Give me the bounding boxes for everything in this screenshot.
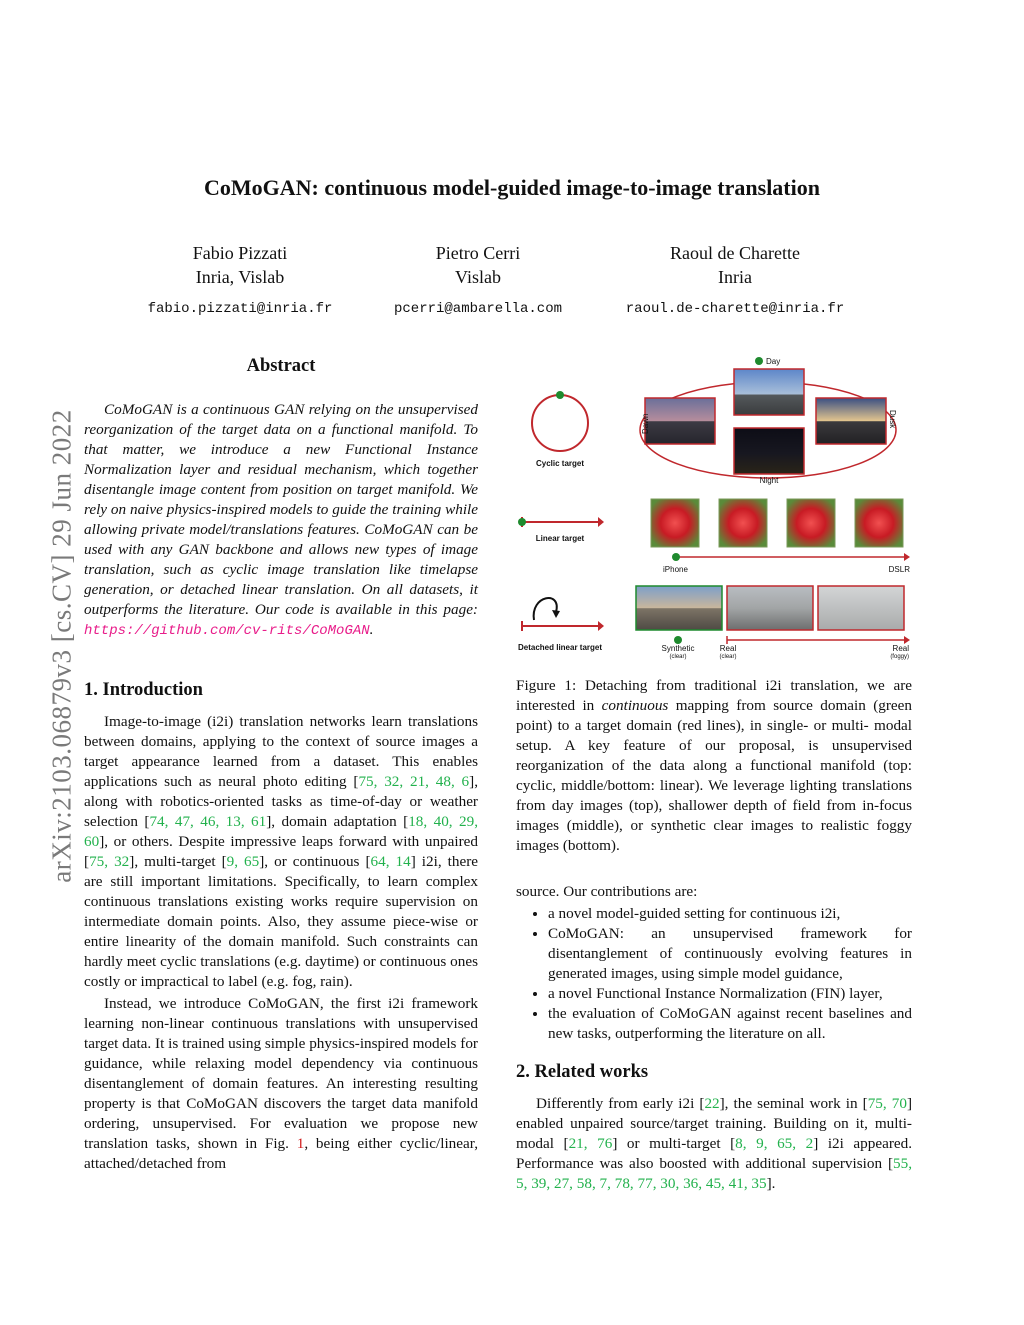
day-image [734, 369, 804, 415]
list-item: • the evaluation of CoMoGAN against recent baselines and new tasks, outperforming the literature on all. [548, 1004, 912, 1044]
author-3 [600, 241, 870, 321]
clear-foggy-arrowhead [904, 636, 910, 644]
real-foggy-sublabel: (foggy) [890, 654, 909, 660]
source-point-icon [755, 357, 763, 365]
author-name: Fabio Pizzati [192, 243, 288, 263]
detached-arc [534, 598, 557, 620]
section-heading-introduction: 1. Introduction [84, 680, 203, 700]
synthetic-label: Synthetic [661, 644, 695, 653]
real-clear-sublabel: (clear) [719, 654, 737, 660]
source-point-icon [518, 518, 526, 526]
night-image [734, 428, 804, 474]
author-affiliation: Inria [718, 267, 752, 287]
citation[interactable]: 75, 32 [89, 853, 130, 870]
author-name: Pietro Cerri [435, 243, 521, 263]
dusk-label: Dusk [888, 410, 897, 429]
citation[interactable]: 18, 40, 29, 60 [84, 813, 478, 850]
tulip-image-3 [787, 499, 835, 547]
intro-paragraph-1: Image-to-image (i2i) translation networks learn translations between domains, applying to the context of source images a target appearance learned from a dataset. This enables applications such as neural photo editing [75, 32, 21, 48, 6], along with robotics-oriented tasks as time-of-day or weather selection [74, 47, 46, 13, 61], domain adaptation [18, 40, 29, 60], or others. Despite impressive leaps forward with unpaired [75, 32], multi-target [9, 65], or continuous [64, 14] i2i, there are still important limitations. Specifically, to learn complex continuous translations existing works require supervision on intermediate domain points. Also, they assume piece-wise or entire linearity of the domain manifold. Such constraints can hardly meet cyclic translations (e.g. daytime) or continuous ones costly or impractical to label (e.g. fog, rain). [84, 713, 479, 990]
dawn-label: Dawn [641, 413, 650, 434]
intro-paragraph-2: Instead, we introduce CoMoGAN, the first i2i framework learning non-linear continuous translations with unsupervised target data. It is trained using simple physics-inspired models for guidance, while relaxing model dependency via continuous disentanglement of domain features. An interesting resulting property is that CoMoGAN discovers the target data manifold ordering, unsupervised. For evaluation we propose new translation tasks, shown in Fig. 1, being either cyclic/linear, attached/detached from [84, 995, 478, 1172]
day-label: Day [766, 357, 781, 366]
synthetic-clear-image [636, 586, 722, 630]
source-point-icon [672, 553, 680, 561]
cyclic-target-label: Cyclic target [535, 459, 585, 468]
list-item: • a novel model-guided setting for continuous i2i, [548, 904, 912, 924]
citation[interactable]: 75, 70 [867, 1095, 907, 1112]
tulip-image-1 [651, 499, 699, 547]
figure-1-caption: Figure 1: Detaching from traditional i2i translation, we are interested in continuous mapping from source domain (green point) to a target domain (red lines), in single- or multi- modal setup. A key feature of our proposal, is unsupervised reorganization of the data along a functional manifold (top: cyclic, middle/bottom: linear). We leverage lighting translations from day images (top), shallower depth of field from in-focus images (middle), or synthetic clear images to realistic foggy images (bottom). [516, 677, 912, 854]
citation[interactable]: 75, 32, 21, 48, 6 [358, 773, 470, 790]
detached-arrowhead [552, 610, 560, 618]
contributions-list [516, 904, 912, 1044]
author-affiliation: Inria, Vislab [195, 267, 285, 287]
citation[interactable]: 8, 9, 65, 2 [735, 1135, 814, 1152]
citation[interactable]: 21, 76 [568, 1135, 613, 1152]
iphone-dslr-arrowhead [904, 553, 910, 561]
figure-1 [512, 350, 912, 670]
author-2 [378, 241, 578, 321]
arxiv-identifier: arXiv:2103.06879v3 [cs.CV] 29 Jun 2022 [46, 409, 77, 883]
introduction-section [84, 680, 478, 1174]
night-label: Night [759, 476, 779, 485]
paper-title: CoMoGAN: continuous model-guided image-to-image translation [204, 175, 820, 200]
citation[interactable]: 74, 47, 46, 13, 61 [149, 813, 267, 830]
list-item: • CoMoGAN: an unsupervised framework for disentanglement of continuously evolving features in generated images, using simple model guidance, [548, 924, 912, 984]
author-email[interactable]: raoul.de-charette@inria.fr [625, 301, 845, 317]
section-heading-related-works: 2. Related works [516, 1062, 649, 1082]
author-affiliation: Vislab [455, 267, 501, 287]
citation[interactable]: 22 [704, 1095, 720, 1112]
dawn-image [645, 398, 715, 444]
detached-target-arrowhead [598, 621, 604, 631]
real-clear-image [727, 586, 813, 630]
real-foggy-label: Real [892, 644, 909, 653]
author-1 [140, 241, 340, 321]
figure-reference[interactable]: 1 [296, 1135, 305, 1152]
abstract-text: CoMoGAN is a continuous GAN relying on the unsupervised reorganization of the target data on a functional manifold. To that matter, we introduce a new Functional Instance Normalization layer and residual mechanism, which together disentangle image content from position on target manifold. We rely on naive physics-inspired models to guide the training while allowing private model/translations features. CoMoGAN can be used with any GAN backbone and allows new types of image translation, such as cyclic image translation like timelapse generation, or detached linear translation. On all datasets, it outperforms the literature. Our code is available in this page: [84, 401, 478, 618]
related-works-paragraph: Differently from early i2i [22], the seminal work in [75, 70] enabled unpaired source/target training. Building on it, multi-modal [21, 76] or multi-target [8, 9, 65, 2] i2i appeared. Performance was also boosted with additional supervision [55, 5, 39, 27, 58, 7, 78, 77, 30, 36, 45, 41, 35]. [516, 1095, 913, 1192]
code-link[interactable]: https://github.com/cv-rits/CoMoGAN [84, 623, 370, 639]
author-name: Raoul de Charette [670, 243, 800, 263]
citation[interactable]: 55, 5, 39, 27, 58, 7, 78, 77, 30, 36, 45, 41, 35 [516, 1155, 912, 1192]
cyclic-target-circle [532, 395, 588, 451]
citation[interactable]: 64, 14 [370, 853, 411, 870]
source-point-icon [556, 391, 564, 399]
source-point-icon [674, 636, 682, 644]
abstract-body: CoMoGAN is a continuous GAN relying on the unsupervised reorganization of the target data on a functional manifold. To that matter, we introduce a new Functional Instance Normalization layer and residual mechanism, which together disentangle image content from position on target manifold. We rely on naive physics-inspired models to guide the training while allowing private model/translations features. CoMoGAN can be used with any GAN backbone and allows new types of image translation, such as cyclic image translation like timelapse generation, or detached linear translation. On all datasets, it outperforms the literature. Our code is available in this page: https://github.com/cv-rits/CoMoGAN. [84, 401, 478, 639]
caption-emphasis: continuous [601, 697, 669, 714]
list-item: • a novel Functional Instance Normalization (FIN) layer, [548, 984, 912, 1004]
real-clear-label: Real [719, 644, 737, 653]
iphone-label: iPhone [663, 565, 688, 574]
detached-target-label: Detached linear target [517, 643, 603, 652]
linear-target-label: Linear target [535, 534, 585, 543]
contributions-intro: source. Our contributions are: [516, 883, 698, 900]
contributions-section [516, 882, 912, 1194]
citation[interactable]: 9, 65 [226, 853, 260, 870]
author-email[interactable]: pcerri@ambarella.com [393, 301, 563, 317]
linear-target-arrowhead [598, 517, 604, 527]
synthetic-sublabel: (clear) [669, 654, 687, 660]
real-foggy-image [818, 586, 904, 630]
dusk-image [816, 398, 886, 444]
dslr-label: DSLR [888, 565, 910, 574]
author-email[interactable]: fabio.pizzati@inria.fr [147, 301, 333, 317]
tulip-image-4 [855, 499, 903, 547]
tulip-image-2 [719, 499, 767, 547]
abstract-heading: Abstract [246, 356, 316, 376]
